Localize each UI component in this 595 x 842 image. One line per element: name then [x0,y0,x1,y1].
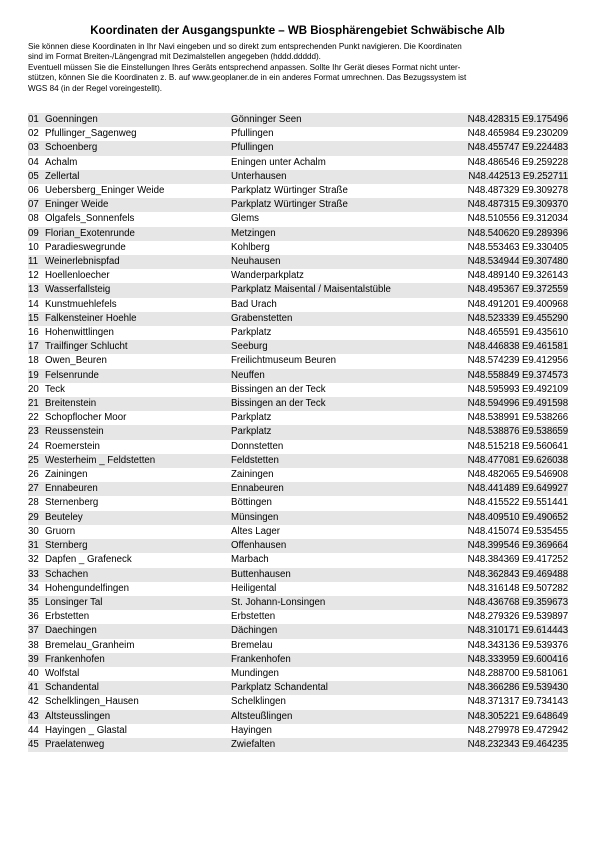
coordinates-table-body [28,113,568,752]
row-name: Achalm [45,156,231,170]
row-number: 36 [28,610,45,624]
table-row [28,127,568,141]
row-coordinates: N48.465984 E9.230209 [445,127,568,141]
row-number: 30 [28,525,45,539]
row-coordinates: N48.362843 E9.469488 [445,568,568,582]
row-number: 27 [28,482,45,496]
row-number: 03 [28,141,45,155]
row-place: Münsingen [231,511,445,525]
row-coordinates: N48.415074 E9.535455 [445,525,568,539]
row-coordinates: N48.428315 E9.175496 [445,113,568,127]
row-coordinates: N48.232343 E9.464235 [445,738,568,752]
row-number: 05 [28,170,45,184]
row-coordinates: N48.482065 E9.546908 [445,468,568,482]
row-coordinates: N48.538991 E9.538266 [445,411,568,425]
row-number: 41 [28,681,45,695]
row-name: Beuteley [45,511,231,525]
row-coordinates: N48.538876 E9.538659 [445,425,568,439]
row-coordinates: N48.486546 E9.259228 [445,156,568,170]
table-row [28,369,568,383]
row-coordinates: N48.465591 E9.435610 [445,326,568,340]
row-place: Heiligental [231,582,445,596]
row-number: 08 [28,212,45,226]
table-row [28,553,568,567]
row-place: Parkplatz Maisental / Maisentalstüble [231,283,445,297]
row-coordinates: N48.371317 E9.734143 [445,695,568,709]
row-name: Owen_Beuren [45,354,231,368]
row-place: Altsteußlingen [231,710,445,724]
row-name: Falkensteiner Hoehle [45,312,231,326]
row-place: Feldstetten [231,454,445,468]
row-place: Dächingen [231,624,445,638]
table-row [28,681,568,695]
table-row [28,241,568,255]
table-row [28,568,568,582]
row-coordinates: N48.288700 E9.581061 [445,667,568,681]
row-place: Glems [231,212,445,226]
row-name: Wolfstal [45,667,231,681]
row-number: 23 [28,425,45,439]
table-row [28,454,568,468]
row-place: Offenhausen [231,539,445,553]
row-place: Buttenhausen [231,568,445,582]
table-row [28,170,568,184]
row-name: Gruorn [45,525,231,539]
row-place: Pfullingen [231,127,445,141]
row-place: Grabenstetten [231,312,445,326]
row-place: Hayingen [231,724,445,738]
row-number: 11 [28,255,45,269]
row-name: Altsteusslingen [45,710,231,724]
row-name: Reussenstein [45,425,231,439]
row-name: Frankenhofen [45,653,231,667]
row-name: Kunstmuehlefels [45,298,231,312]
row-name: Hohengundelfingen [45,582,231,596]
row-coordinates: N48.316148 E9.507282 [445,582,568,596]
row-coordinates: N48.399546 E9.369664 [445,539,568,553]
row-place: Bremelau [231,639,445,653]
row-name: Praelatenweg [45,738,231,752]
table-row [28,141,568,155]
table-row [28,269,568,283]
table-row [28,198,568,212]
row-coordinates: N48.477081 E9.626038 [445,454,568,468]
row-coordinates: N48.366286 E9.539430 [445,681,568,695]
row-place: St. Johann-Lonsingen [231,596,445,610]
row-place: Kohlberg [231,241,445,255]
table-row [28,156,568,170]
row-number: 10 [28,241,45,255]
table-row [28,525,568,539]
row-place: Neuffen [231,369,445,383]
row-place: Neuhausen [231,255,445,269]
row-name: Trailfinger Schlucht [45,340,231,354]
row-name: Schopflocher Moor [45,411,231,425]
row-place: Zainingen [231,468,445,482]
intro-line: stützen, können Sie die Koordinaten z. B. auf www.geoplaner.de in ein anderes Format umrechnen. Das Bezugssystem ist [28,73,467,83]
row-coordinates: N48.333959 E9.600416 [445,653,568,667]
row-place: Pfullingen [231,141,445,155]
row-number: 29 [28,511,45,525]
row-number: 06 [28,184,45,198]
row-coordinates: N48.384369 E9.417252 [445,553,568,567]
row-number: 04 [28,156,45,170]
row-place: Eningen unter Achalm [231,156,445,170]
row-name: Daechingen [45,624,231,638]
row-place: Bad Urach [231,298,445,312]
row-number: 39 [28,653,45,667]
row-coordinates: N48.279978 E9.472942 [445,724,568,738]
row-name: Hohenwittlingen [45,326,231,340]
row-name: Wasserfallsteig [45,283,231,297]
table-row [28,283,568,297]
row-name: Ennabeuren [45,482,231,496]
table-row [28,425,568,439]
row-place: Parkplatz [231,326,445,340]
row-number: 20 [28,383,45,397]
table-row [28,496,568,510]
table-row [28,227,568,241]
row-place: Marbach [231,553,445,567]
row-name: Sternenberg [45,496,231,510]
row-place: Gönninger Seen [231,113,445,127]
intro-line: Sie können diese Koordinaten in Ihr Navi eingeben und so direkt zum entsprechenden Punkt navigieren. Die Koordinaten [28,42,462,51]
table-row [28,582,568,596]
row-place: Parkplatz Würtinger Straße [231,184,445,198]
table-row [28,624,568,638]
row-number: 21 [28,397,45,411]
row-place: Frankenhofen [231,653,445,667]
row-name: Florian_Exotenrunde [45,227,231,241]
row-place: Parkplatz Schandental [231,681,445,695]
table-row [28,710,568,724]
row-coordinates: N48.343136 E9.539376 [445,639,568,653]
row-number: 35 [28,596,45,610]
row-name: Goenningen [45,113,231,127]
row-coordinates: N48.487329 E9.309278 [445,184,568,198]
coordinates-table [28,113,568,752]
row-name: Hayingen _ Glastal [45,724,231,738]
table-row [28,298,568,312]
row-number: 45 [28,738,45,752]
intro-line: WGS 84 (in der Regel voreingestellt). [28,83,163,93]
row-coordinates: N48.495367 E9.372559 [445,283,568,297]
row-name: Hoellenloecher [45,269,231,283]
row-number: 26 [28,468,45,482]
table-row [28,326,568,340]
table-row [28,639,568,653]
row-number: 44 [28,724,45,738]
row-coordinates: N48.441489 E9.649927 [445,482,568,496]
table-row [28,468,568,482]
row-name: Schoenberg [45,141,231,155]
row-number: 09 [28,227,45,241]
intro-paragraph [28,42,568,94]
row-number: 38 [28,639,45,653]
row-coordinates: N48.305221 E9.648649 [445,710,568,724]
row-number: 25 [28,454,45,468]
row-number: 14 [28,298,45,312]
row-number: 13 [28,283,45,297]
row-place: Parkplatz [231,425,445,439]
row-name: Bremelau_Granheim [45,639,231,653]
row-number: 43 [28,710,45,724]
row-number: 40 [28,667,45,681]
row-name: Zellertal [45,170,231,184]
table-row [28,184,568,198]
table-row [28,354,568,368]
row-number: 28 [28,496,45,510]
row-name: Schandental [45,681,231,695]
table-row [28,653,568,667]
table-row [28,383,568,397]
row-coordinates: N48.534944 E9.307480 [445,255,568,269]
row-coordinates: N48.409510 E9.490652 [445,511,568,525]
table-row [28,610,568,624]
row-place: Wanderparkplatz [231,269,445,283]
row-coordinates: N48.594996 E9.491598 [445,397,568,411]
row-number: 42 [28,695,45,709]
table-row [28,738,568,752]
intro-line: sind im Format Breiten-/Längengrad mit Dezimalstellen angegeben (hddd.ddddd). [28,52,321,62]
row-place: Parkplatz [231,411,445,425]
table-row [28,113,568,127]
intro-line: Eventuell müssen Sie die Einstellungen Ihres Geräts entsprechend anpassen. Sollte Ihr Gerät dieses Format nicht unter- [28,62,461,72]
row-name: Olgafels_Sonnenfels [45,212,231,226]
table-row [28,411,568,425]
row-number: 31 [28,539,45,553]
row-coordinates: N48.436768 E9.359673 [445,596,568,610]
row-coordinates: N48.487315 E9.309370 [445,198,568,212]
row-coordinates: N48.523339 E9.455290 [445,312,568,326]
row-number: 33 [28,568,45,582]
row-number: 32 [28,553,45,567]
row-name: Sternberg [45,539,231,553]
table-row [28,255,568,269]
row-name: Schachen [45,568,231,582]
row-place: Ennabeuren [231,482,445,496]
row-coordinates: N48.540620 E9.289396 [445,227,568,241]
row-place: Metzingen [231,227,445,241]
row-place: Mundingen [231,667,445,681]
row-number: 07 [28,198,45,212]
row-coordinates: N48.553463 E9.330405 [445,241,568,255]
table-row [28,397,568,411]
row-number: 19 [28,369,45,383]
row-name: Teck [45,383,231,397]
row-place: Donnstetten [231,440,445,454]
row-name: Eninger Weide [45,198,231,212]
table-row [28,539,568,553]
table-row [28,596,568,610]
row-coordinates: N48.455747 E9.224483 [445,141,568,155]
row-number: 12 [28,269,45,283]
row-number: 34 [28,582,45,596]
row-place: Altes Lager [231,525,445,539]
row-number: 15 [28,312,45,326]
row-place: Seeburg [231,340,445,354]
row-place: Parkplatz Würtinger Straße [231,198,445,212]
row-name: Lonsinger Tal [45,596,231,610]
row-name: Zainingen [45,468,231,482]
table-row [28,724,568,738]
row-number: 02 [28,127,45,141]
row-name: Pfullinger_Sagenweg [45,127,231,141]
row-coordinates: N48.310171 E9.614443 [445,624,568,638]
row-place: Bissingen an der Teck [231,383,445,397]
table-row [28,212,568,226]
row-number: 24 [28,440,45,454]
row-coordinates: N48.491201 E9.400968 [445,298,568,312]
row-coordinates: N48.515218 E9.560641 [445,440,568,454]
row-name: Weinerlebnispfad [45,255,231,269]
row-number: 17 [28,340,45,354]
row-name: Paradieswegrunde [45,241,231,255]
row-coordinates: N48.446838 E9.461581 [445,340,568,354]
row-number: 16 [28,326,45,340]
row-number: 01 [28,113,45,127]
row-place: Bissingen an der Teck [231,397,445,411]
row-coordinates: N48.279326 E9.539897 [445,610,568,624]
table-row [28,667,568,681]
row-number: 22 [28,411,45,425]
row-place: Böttingen [231,496,445,510]
row-name: Westerheim _ Feldstetten [45,454,231,468]
row-coordinates: N48.574239 E9.412956 [445,354,568,368]
document-title: Koordinaten der Ausgangspunkte – WB Biosphärengebiet Schwäbische Alb [90,25,505,37]
row-name: Roemerstein [45,440,231,454]
table-row [28,340,568,354]
row-place: Zwiefalten [231,738,445,752]
row-place: Schelklingen [231,695,445,709]
row-place: Erbstetten [231,610,445,624]
row-name: Felsenrunde [45,369,231,383]
table-row [28,312,568,326]
table-row [28,440,568,454]
row-coordinates: N48.489140 E9.326143 [445,269,568,283]
row-name: Uebersberg_Eninger Weide [45,184,231,198]
row-place: Freilichtmuseum Beuren [231,354,445,368]
row-coordinates: N48.595993 E9.492109 [445,383,568,397]
row-name: Dapfen _ Grafeneck [45,553,231,567]
row-coordinates: N48.558849 E9.374573 [445,369,568,383]
row-place: Unterhausen [231,170,445,184]
table-row [28,482,568,496]
row-name: Schelklingen_Hausen [45,695,231,709]
row-number: 37 [28,624,45,638]
row-coordinates: N48.510556 E9.312034 [445,212,568,226]
row-name: Erbstetten [45,610,231,624]
row-coordinates: N48.415522 E9.551441 [445,496,568,510]
row-name: Breitenstein [45,397,231,411]
row-coordinates: N48.442513 E9.252711 [445,170,568,184]
table-row [28,695,568,709]
table-row [28,511,568,525]
row-number: 18 [28,354,45,368]
